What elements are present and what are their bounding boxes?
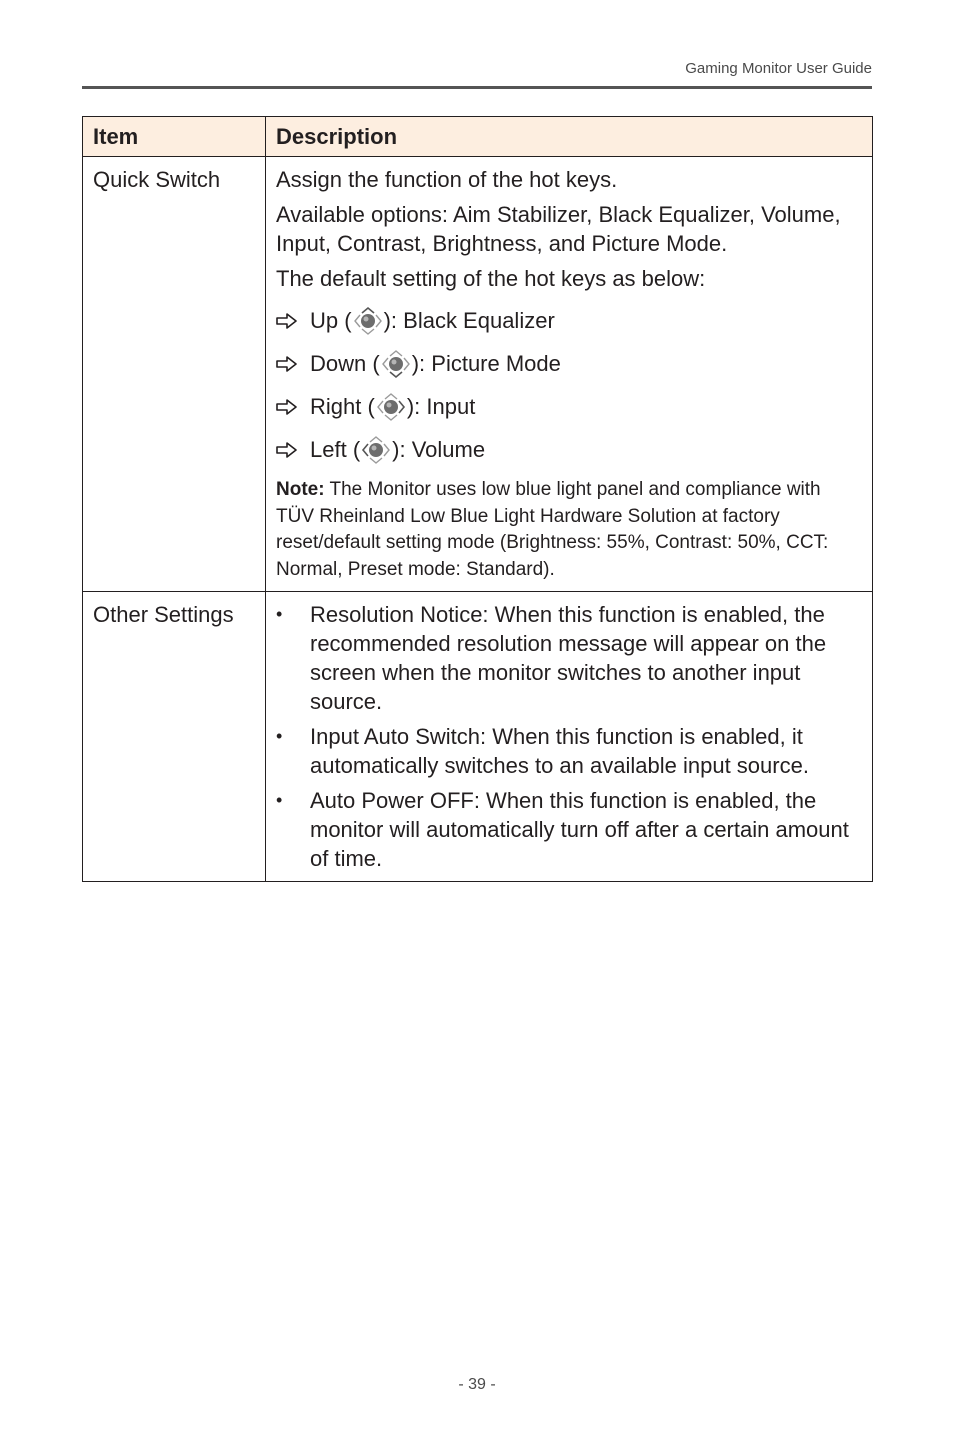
hotkey-value: Input — [426, 394, 476, 419]
joystick-right-icon — [376, 392, 406, 422]
description-other-settings — [266, 592, 873, 882]
note-text: The Monitor uses low blue light panel and compliance with TÜV Rheinland Low Blue Light Hardware Solution at factory reset/default setting mode (Brightness: 55%, Contrast: 50%, CCT: Normal, Preset mode: Standard). — [276, 479, 829, 580]
hollow-arrow-icon — [276, 399, 310, 415]
hollow-arrow-icon — [276, 356, 310, 372]
bullet-list — [276, 600, 862, 873]
joystick-down-icon — [381, 349, 411, 379]
joystick-up-icon — [353, 306, 383, 336]
list-item-text: Input Auto Switch: When this function is enabled, it automatically switches to an available input source. — [310, 724, 809, 778]
bullet-icon: • — [276, 604, 283, 624]
table-row-other-settings — [83, 592, 873, 882]
hotkey-value: Volume — [411, 437, 486, 462]
table-header-row — [83, 117, 873, 157]
hotkey-key: Down — [310, 351, 367, 376]
hotkey-up: Up ( ): Black Equalizer — [276, 299, 862, 342]
list-item-text: Auto Power OFF: When this function is enabled, the monitor will automatically turn off after a certain amount of time. — [310, 788, 849, 871]
hotkey-key: Up — [310, 308, 339, 333]
hotkey-value: Picture Mode — [431, 351, 561, 376]
page-number: - 39 - — [458, 1376, 496, 1393]
hotkey-down: Down ( ): Picture Mode — [276, 342, 862, 385]
description-quick-switch — [266, 157, 873, 592]
description-line: Assign the function of the hot keys. — [276, 167, 618, 192]
hollow-arrow-icon — [276, 442, 310, 458]
list-item — [276, 786, 862, 873]
page-header-title: Gaming Monitor User Guide — [685, 60, 872, 77]
bullet-icon: • — [276, 790, 283, 810]
list-item — [276, 600, 862, 716]
column-header-description: Description — [266, 117, 873, 157]
settings-table — [82, 116, 873, 882]
note-label: Note: — [276, 479, 325, 500]
description-line: The default setting of the hot keys as below: — [276, 266, 706, 291]
list-item-text: Resolution Notice: When this function is enabled, the recommended resolution message will appear on the screen when the monitor switches to another input source. — [310, 602, 827, 714]
hotkey-key: Left — [310, 437, 347, 462]
column-header-item: Item — [83, 117, 266, 157]
item-other-settings: Other Settings — [83, 592, 266, 882]
hollow-arrow-icon — [276, 313, 310, 329]
header-divider — [82, 86, 872, 89]
bullet-icon: • — [276, 726, 283, 746]
hotkey-key: Right — [310, 394, 362, 419]
hotkey-right: Right ( ): Input — [276, 385, 862, 428]
hotkey-left: Left ( ): Volume — [276, 428, 862, 471]
note — [276, 477, 862, 583]
description-line: Available options: Aim Stabilizer, Black Equalizer, Volume, Input, Contrast, Brightness, and Picture Mode. — [276, 202, 841, 256]
list-item — [276, 722, 862, 780]
item-quick-switch: Quick Switch — [83, 157, 266, 592]
table-row-quick-switch — [83, 157, 873, 592]
hotkey-value: Black Equalizer — [403, 308, 555, 333]
joystick-left-icon — [361, 435, 391, 465]
